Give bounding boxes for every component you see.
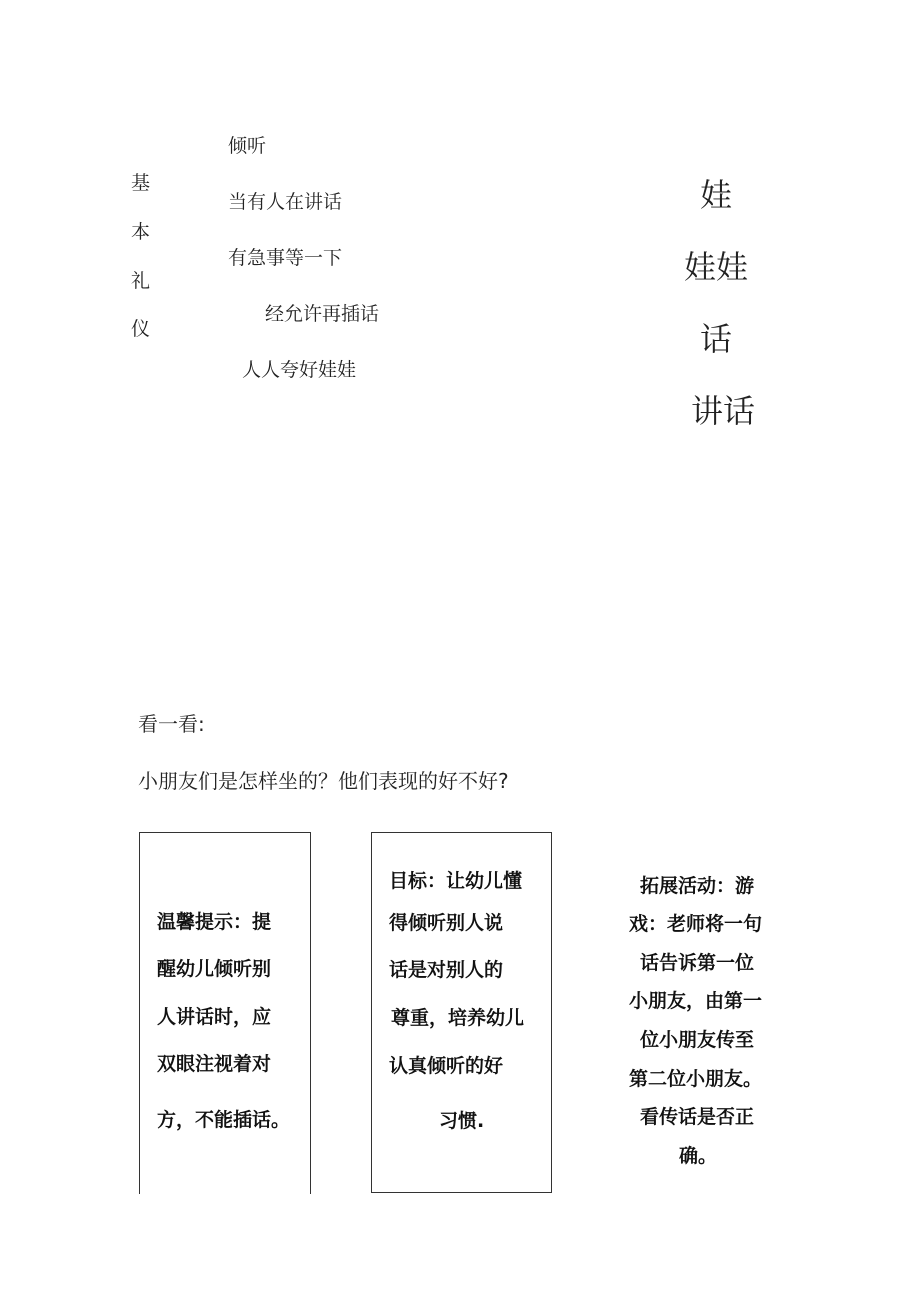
activity-line: 拓展活动：游	[640, 875, 755, 897]
tip-line: 方，不能插话。	[157, 1109, 291, 1131]
rhyme-line: 倾听	[228, 135, 267, 157]
right-word: 娃娃	[684, 248, 749, 286]
goal-line: 尊重，培养幼儿	[391, 1007, 525, 1029]
goal-line: 习惯.	[439, 1110, 485, 1132]
activity-line: 第二位小朋友。	[629, 1068, 763, 1090]
right-word: 话	[700, 320, 733, 358]
rhyme-line: 有急事等一下	[228, 247, 343, 269]
tip-box	[139, 832, 311, 1194]
activity-line: 话告诉第一位	[640, 952, 755, 974]
right-word: 娃	[700, 176, 733, 214]
activity-line: 确。	[679, 1145, 718, 1167]
rhyme-line: 经允许再插话	[265, 303, 380, 325]
tip-line: 双眼注视着对	[157, 1053, 272, 1075]
goal-line: 得倾听别人说	[389, 912, 504, 934]
activity-line: 位小朋友传至	[640, 1029, 755, 1051]
tip-line: 醒幼儿倾听别	[157, 958, 272, 980]
section-question: 小朋友们是怎样坐的？他们表现的好不好?	[138, 769, 509, 793]
vertical-title-char: 本	[131, 221, 151, 243]
activity-line: 看传话是否正	[640, 1106, 755, 1128]
activity-line: 戏：老师将一句	[629, 913, 763, 935]
activity-line: 小朋友，由第一	[629, 990, 763, 1012]
tip-line: 人讲话时，应	[157, 1006, 272, 1028]
rhyme-line: 人人夸好娃娃	[242, 359, 357, 381]
goal-box	[371, 832, 552, 1193]
goal-line: 话是对别人的	[389, 959, 504, 981]
rhyme-line: 当有人在讲话	[228, 191, 343, 213]
tip-line: 温馨提示：提	[157, 911, 272, 933]
vertical-title-char: 礼	[131, 270, 151, 292]
goal-line: 目标：让幼儿懂	[389, 870, 523, 892]
vertical-title-char: 仪	[131, 318, 151, 340]
vertical-title-char: 基	[131, 172, 151, 194]
goal-line: 认真倾听的好	[389, 1055, 504, 1077]
right-word: 讲话	[691, 392, 756, 430]
section-heading: 看一看:	[138, 712, 205, 736]
